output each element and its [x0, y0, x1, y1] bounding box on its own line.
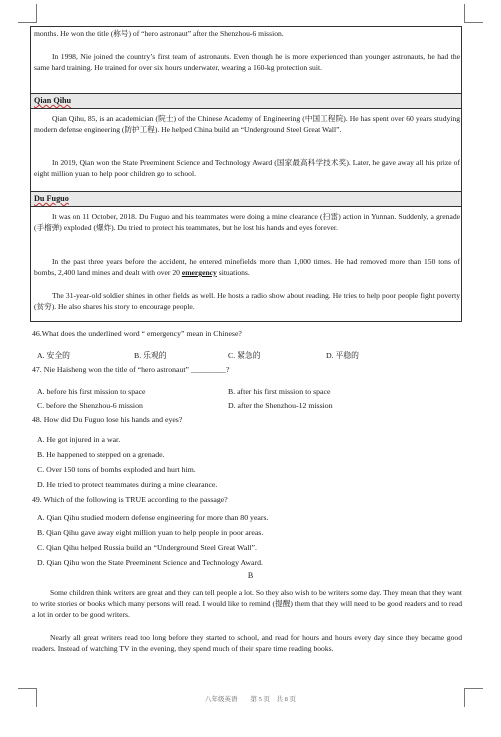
section-b-label: B: [247, 571, 254, 580]
q48-option-d[interactable]: D. He tried to protect teammates during a mine clearance.: [37, 480, 218, 489]
question-46-stem: 46.What does the underlined word “ emergency” mean in Chinese?: [32, 329, 242, 338]
q47-option-c[interactable]: C. before the Shenzhou-6 mission: [37, 401, 143, 410]
section-b-paragraph-1: Some children think writers are great and they can tell people a lot. So they also wish to be writers some day. They mean that they want to write stories or books which many persons will read. I would like to remind (提醒) them that they will need to be good readers and to read a lot in order to be good writers.: [32, 588, 462, 619]
intro-tail-text: months. He won the title (称号) of “hero astronaut” after the Shenzhou-6 mission.: [34, 29, 284, 38]
page-footer: 八年级英语 第 5 页 共 8 页: [205, 696, 296, 703]
q46-option-d[interactable]: D. 平稳的: [326, 351, 359, 360]
du-paragraph-1: It was on 11 October, 2018. Du Fuguo and his teammates were doing a mine clearance (扫雷) action in Yunnan. Suddenly, a grenade (手榴弹) exploded (爆炸). Du tried to protect his teammates, but he lost his hands and eyes forever.: [34, 212, 460, 232]
du-heading: [31, 192, 461, 206]
section-b-paragraph-2: Nearly all great writers read too long before they started to school, and read for hours and hours every day since they became good readers. Instead of watching TV in the evening, they spend much of their spare time reading books.: [32, 633, 462, 653]
q49-option-b[interactable]: B. Qian Qihu gave away eight million yuan to help people in poor areas.: [37, 528, 264, 537]
question-48-stem: 48. How did Du Fuguo lose his hands and eyes?: [32, 415, 183, 424]
q46-option-a[interactable]: A. 安全的: [37, 351, 70, 360]
q47-option-d[interactable]: D. after the Shenzhou-12 mission: [228, 401, 333, 410]
nie-paragraph-2: In 1998, Nie joined the country’s first team of astronauts. Even though he is more experienced than younger astronauts, he had the same hard training. He trained for over six hours underwater, wearing a 160-kg protection suit.: [34, 52, 460, 72]
crop-mark-top-left: [18, 4, 37, 23]
crop-mark-top-right: [464, 4, 483, 23]
question-49-stem: 49. Which of the following is TRUE according to the passage?: [32, 495, 228, 504]
passage-table: [30, 26, 462, 322]
qian-paragraph-2: In 2019, Qian won the State Preeminent Science and Technology Award (国家最高科学技术奖). Later, he gave away all his prize of eight million yuan to help poor children go to school.: [34, 158, 460, 178]
q47-option-b[interactable]: B. after his first mission to space: [228, 387, 331, 396]
q49-option-d[interactable]: D. Qian Qihu won the State Preeminent Science and Technology Award.: [37, 558, 263, 567]
du-heading-text: Du Fuguo: [34, 194, 69, 203]
qian-paragraph-1: Qian Qihu, 85, is an academician (院士) of the Chinese Academy of Engineering (中国工程院). He has spent over 60 years studying modern defense engineering (防护工程). He helped China build an “Underground Steel Great Wall”.: [34, 114, 460, 134]
du-paragraph-2: [34, 256, 460, 278]
q47-option-a[interactable]: A. before his first mission to space: [37, 387, 146, 396]
qian-heading: [31, 94, 461, 108]
q46-option-c[interactable]: C. 紧急的: [228, 351, 261, 360]
table-divider: [31, 108, 461, 109]
q48-option-b[interactable]: B. He happened to stepped on a grenade.: [37, 450, 165, 459]
du-p2-text-after: situations.: [216, 268, 250, 277]
q48-option-a[interactable]: A. He got injured in a war.: [37, 435, 121, 444]
question-47-stem: 47. Nie Haisheng won the title of “hero astronaut” _________?: [32, 365, 230, 374]
du-paragraph-3: The 31-year-old soldier shines in other fields as well. He hosts a radio show about reading. He tries to help poor people fight poverty (贫穷). He also shares his story to encourage people.: [34, 291, 460, 311]
table-divider: [31, 206, 461, 207]
qian-heading-text: Qian Qihu: [34, 96, 72, 105]
q48-option-c[interactable]: C. Over 150 tons of bombs exploded and hurt him.: [37, 465, 196, 474]
emergency-underlined-word: emergency: [181, 268, 217, 277]
q49-option-a[interactable]: A. Qian Qihu studied modern defense engineering for more than 80 years.: [37, 513, 269, 522]
q49-option-c[interactable]: C. Qian Qihu helped Russia build an “Underground Steel Great Wall”.: [37, 543, 257, 552]
du-p2-text-before: In the past three years before the accident, he entered minefields more than 1,000 times. He had removed more than 150 tons of bombs, 2,400 land mines and dealt with over 20: [34, 257, 460, 277]
q46-option-b[interactable]: B. 乐观的: [134, 351, 167, 360]
